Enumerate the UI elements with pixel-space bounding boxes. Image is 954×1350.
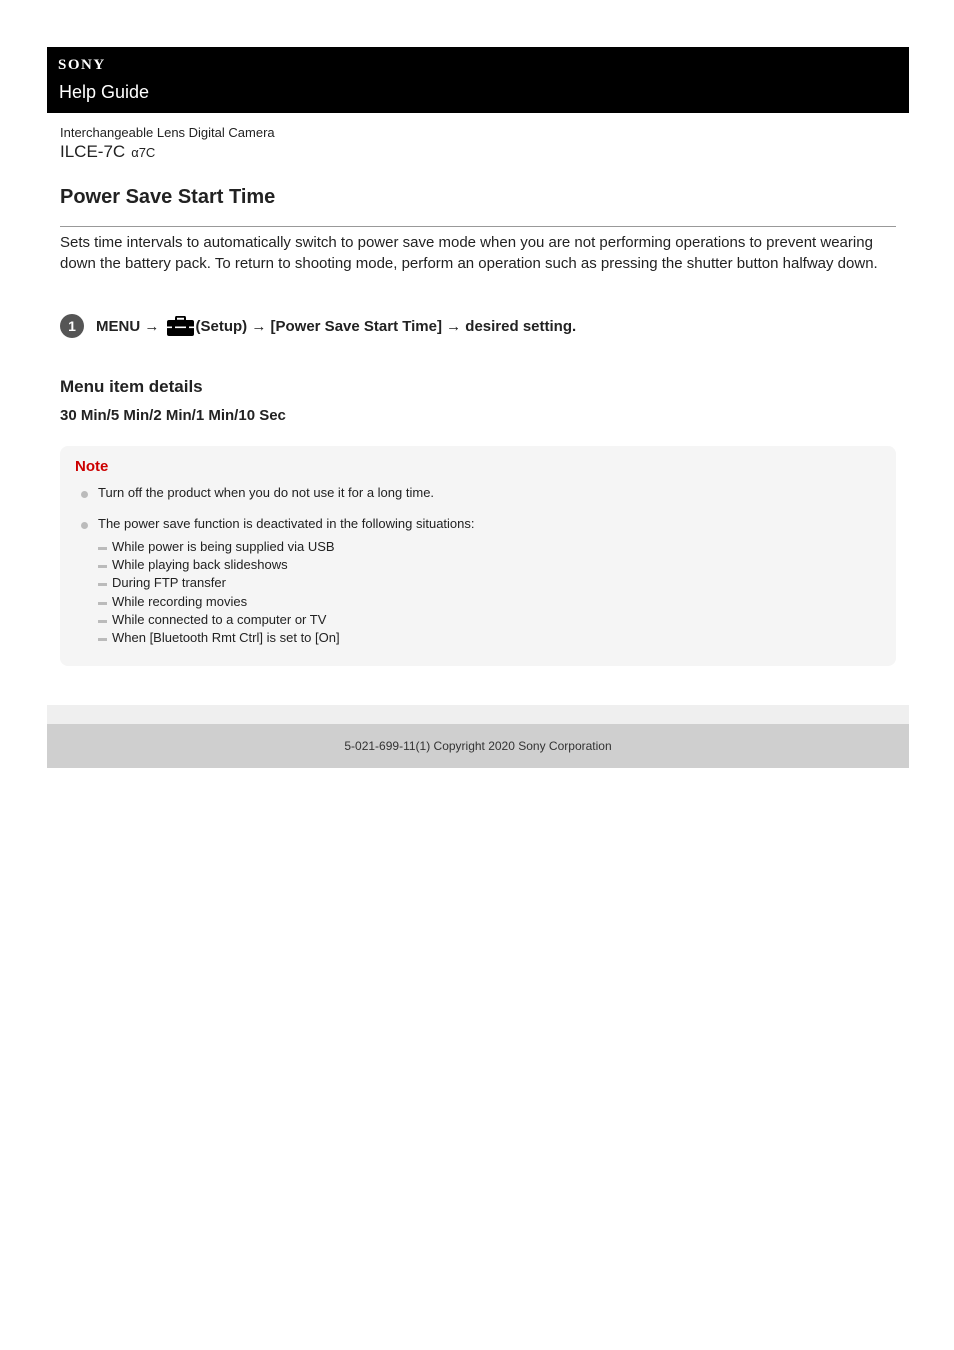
step-1 <box>60 313 890 339</box>
list-item: While connected to a computer or TV <box>98 611 340 629</box>
step-rest-text: (Setup) → [Power Save Start Time] → desired setting. <box>195 318 577 335</box>
note-label: Note <box>75 458 109 475</box>
model-name <box>60 142 155 162</box>
list-item: While recording movies <box>98 593 340 611</box>
note-box <box>60 446 896 666</box>
dash-icon <box>98 602 107 605</box>
bullet-icon <box>81 491 88 498</box>
step-number-badge: 1 <box>60 314 84 338</box>
list-item: While playing back slideshows <box>98 556 340 574</box>
list-item: During FTP transfer <box>98 574 340 592</box>
title-divider <box>60 226 896 227</box>
step-instruction <box>96 316 576 340</box>
dash-icon <box>98 565 107 568</box>
dash-icon <box>98 583 107 586</box>
menu-item-title: 30 Min/5 Min/2 Min/1 Min/10 Sec <box>60 407 286 424</box>
header-bar <box>47 47 909 113</box>
bullet-icon <box>81 522 88 529</box>
product-type: Interchangeable Lens Digital Camera <box>60 125 275 140</box>
footer-top-band <box>47 705 909 724</box>
toolbox-icon <box>167 316 194 340</box>
menu-item-details-heading: Menu item details <box>60 377 203 396</box>
note-item: Turn off the product when you do not use it for a long time. <box>98 485 435 500</box>
help-guide-title[interactable]: Help Guide <box>59 82 150 102</box>
intro-paragraph: Sets time intervals to automatically switch to power save mode when you are not performing operations to prevent wearing down the battery pack. To return to shooting mode, perform an operation such as pressing the shutter button halfway down. <box>60 234 878 272</box>
step-menu-text: MENU → <box>96 318 160 335</box>
footer <box>47 724 909 768</box>
dash-icon <box>98 620 107 623</box>
page-title: Power Save Start Time <box>60 186 276 208</box>
list-item: While power is being supplied via USB <box>98 538 340 556</box>
model-alias: α7C <box>131 145 156 160</box>
copyright-text: 5-021-699-11(1) Copyright 2020 Sony Corporation <box>344 739 612 753</box>
dash-icon <box>98 547 107 550</box>
dash-icon <box>98 638 107 641</box>
sony-logo[interactable]: SONY <box>58 57 106 73</box>
deactivation-list <box>98 538 340 647</box>
model-number: ILCE-7C <box>60 142 126 161</box>
note-item: The power save function is deactivated in the following situations: <box>98 516 475 531</box>
list-item: When [Bluetooth Rmt Ctrl] is set to [On] <box>98 629 340 647</box>
